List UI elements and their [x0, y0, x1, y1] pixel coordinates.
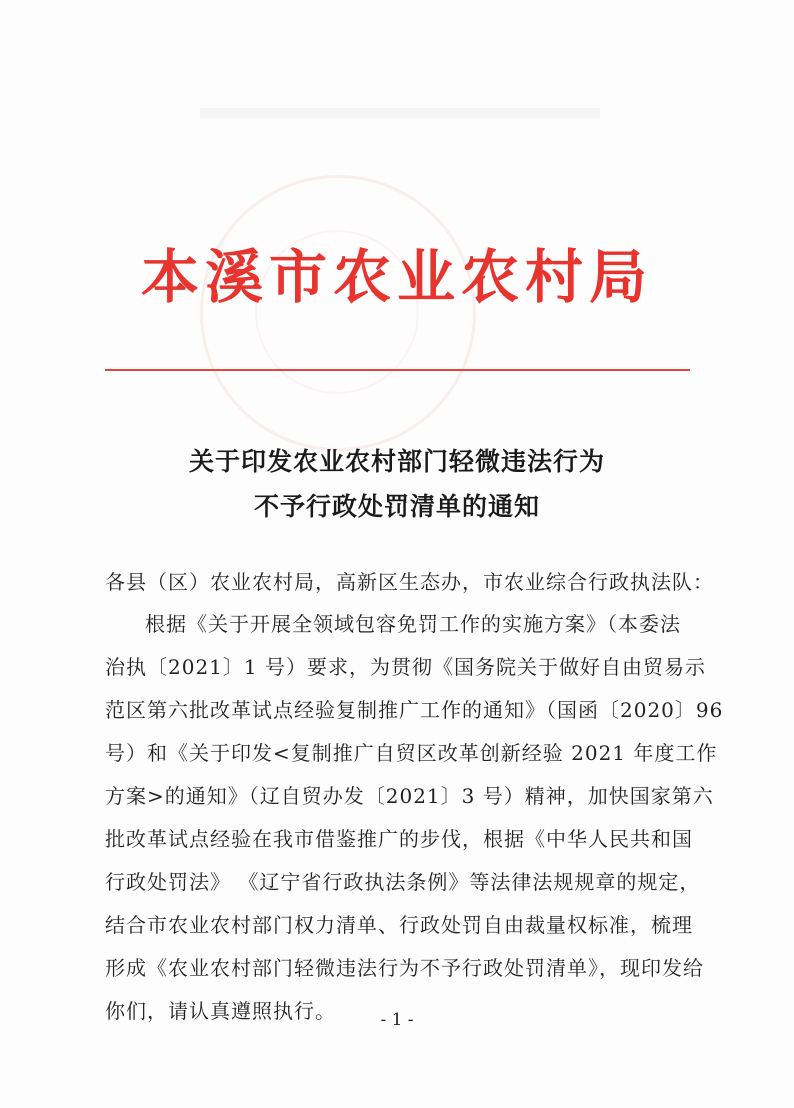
body-line: 行政处罚法》 《辽宁省行政执法条例》等法律法规规章的规定， — [105, 870, 701, 894]
body-line: 结合市农业农村部门权力清单、行政处罚自由裁量权标准，梳理 — [105, 913, 693, 937]
red-divider — [105, 369, 690, 371]
body-line: 根据《关于开展全领域包容免罚工作的实施方案》（本委法 — [145, 612, 681, 636]
body-line: 你们，请认真遵照执行。 — [105, 999, 336, 1023]
document-title-line-2: 不予行政处罚清单的通知 — [253, 492, 540, 521]
body-line: 方案>的通知》（辽自贸办发〔2021〕3 号）精神，加快国家第六 — [105, 784, 714, 808]
agency-title: 本溪市农业农村局 — [140, 243, 653, 311]
document-title-line-1: 关于印发农业农村部门轻微违法行为 — [188, 447, 605, 476]
body-line: 批改革试点经验在我市借鉴推广的步伐，根据《中华人民共和国 — [105, 827, 693, 851]
salutation: 各县（区）农业农村局，高新区生态办，市农业综合行政执法队： — [105, 570, 714, 594]
body-line: 治执〔2021〕1 号）要求，为贯彻《国务院关于做好自由贸易示 — [105, 655, 706, 679]
body-line: 号）和《关于印发<复制推广自贸区改革创新经验 2021 年度工作 — [105, 741, 718, 765]
body-line: 形成《农业农村部门轻微违法行为不予行政处罚清单》，现印发给 — [105, 956, 704, 980]
faint-header-mark — [200, 108, 600, 118]
body-line: 范区第六批改革试点经验复制推广工作的通知》（国函〔2020〕96 — [105, 698, 724, 722]
page-number: - 1 - — [380, 1010, 414, 1030]
